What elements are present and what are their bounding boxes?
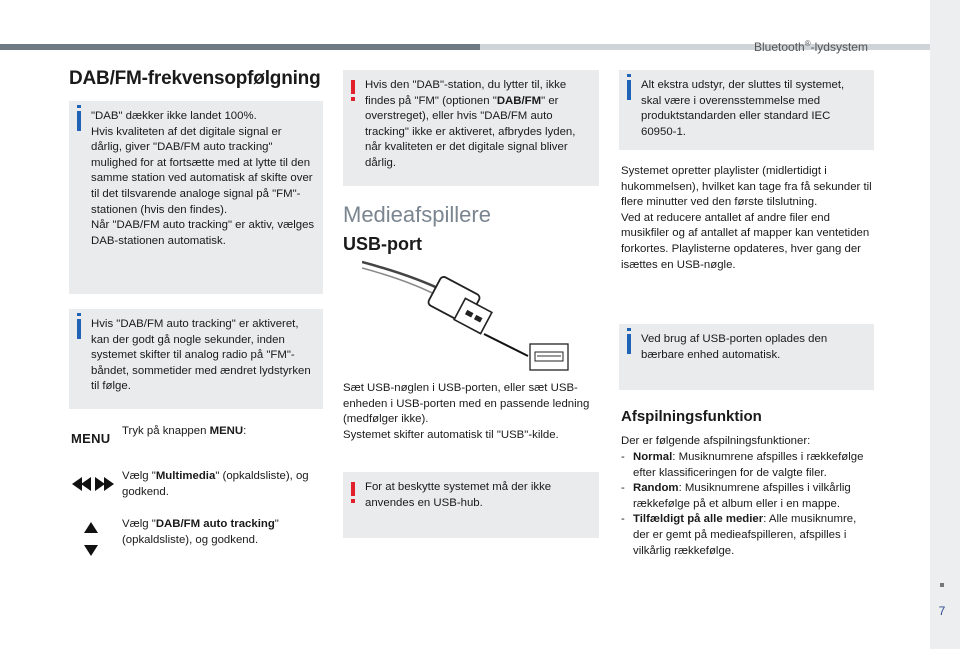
usb-plug-illustration — [362, 256, 572, 376]
warning-box-dab-fm: Hvis den "DAB"-station, du lytter til, ikke findes på "FM" (optionen "DAB/FM" er overstreget), eller hvis "DAB/FM auto tracking" ikke er aktiveret, afbrydes lyden, når kvaliteten er det digitale signal bliver dårlig. — [343, 70, 599, 186]
playback-mode-list — [621, 450, 874, 559]
info-icon — [77, 111, 81, 131]
section-heading-dab-fm: DAB/FM-frekvensopfølgning — [69, 68, 321, 89]
step-select-auto-tracking: Vælg "DAB/FM auto tracking" (opkaldsliste), og godkend. — [122, 518, 279, 546]
step-select-multimedia: Vælg "Multimedia" (opkaldsliste), og godkend. — [122, 470, 309, 498]
info-text: Hvis "DAB/FM auto tracking" er aktiveret, kan der godt gå nogle sekunder, inden systemet skifter til analog radio på "FM"-båndet, sommetider med ændret lydstyrken til følge. — [91, 318, 311, 393]
up-down-arrows-icon — [84, 522, 98, 556]
info-icon — [627, 80, 631, 100]
info-box-auto-tracking — [69, 309, 323, 409]
info-text: "DAB" dækker ikke landet 100%. Hvis kvaliteten af det digitale signal er dårlig, giver "DAB/FM auto tracking" mulighed for at fortsætte med at lytte til den samme station ved automatisk af skifte over til det tilsvarende analoge signal på "FM"-stationen (hvis den findes). Når "DAB/FM auto tracking" er aktiv, vælges DAB-stationen automatisk. — [91, 110, 315, 247]
page-marker — [940, 583, 944, 587]
info-icon — [77, 319, 81, 339]
warning-box-usb-hub — [343, 472, 599, 538]
page-number: 7 — [938, 604, 946, 618]
list-item: - Tilfældigt på alle medier: Alle musiknumre, der er gemt på medieafspilleren, afspilles i vilkårlig rækkefølge. — [621, 512, 874, 559]
warning-icon — [351, 80, 355, 94]
list-item: - Normal: Musiknumrene afspilles i rækkefølge efter klassificeringen for de valgte filer. — [621, 450, 874, 481]
warning-text: For at beskytte systemet må der ikke anvendes en USB-hub. — [365, 481, 552, 509]
header-bar-dark — [0, 44, 480, 50]
step-press-menu: Tryk på knappen MENU: — [122, 425, 247, 437]
menu-button-label: MENU — [71, 431, 111, 446]
seek-left-right-icon — [72, 476, 114, 492]
page-edge-strip — [930, 0, 960, 649]
warning-icon — [351, 482, 355, 496]
info-box-dab-coverage — [69, 101, 323, 294]
playback-intro: Der er følgende afspilningsfunktioner: — [621, 435, 811, 447]
header-title: Bluetooth®-lydsystem — [754, 39, 868, 54]
info-text: Ved brug af USB-porten oplades den bærbare enhed automatisk. — [641, 333, 828, 361]
list-item: - Random: Musiknumrene afspilles i vilkårlig rækkefølge på et album eller i en mappe. — [621, 481, 874, 512]
usb-insert-text: Sæt USB-nøglen i USB-porten, eller sæt USB-enheden i USB-porten med en passende ledning (medfølger ikke). Systemet skifter automatisk til "USB"-kilde. — [343, 382, 590, 441]
playlist-text: Systemet opretter playlister (midlertidigt i hukommelsen), hvilket kan tage fra få sekunder til flere minutter ved den første tilslutning. Ved at reducere antallet af andre filer end musikfiler og af antallet af mapper kan ventetiden forkortes. Playlisterne opdateres, hver gang der isættes en USB-nøgle. — [621, 165, 872, 271]
section-heading-usb-port: USB-port — [343, 234, 422, 254]
info-box-iec-standard — [619, 70, 874, 150]
info-icon — [627, 334, 631, 354]
section-heading-playback-mode: Afspilningsfunktion — [621, 408, 762, 425]
info-box-usb-charging — [619, 324, 874, 390]
section-heading-media-players: Medieafspillere — [343, 202, 491, 227]
info-text: Alt ekstra udstyr, der sluttes til systemet, skal være i overensstemmelse med produktstandarden eller standard IEC 60950-1. — [641, 79, 845, 138]
